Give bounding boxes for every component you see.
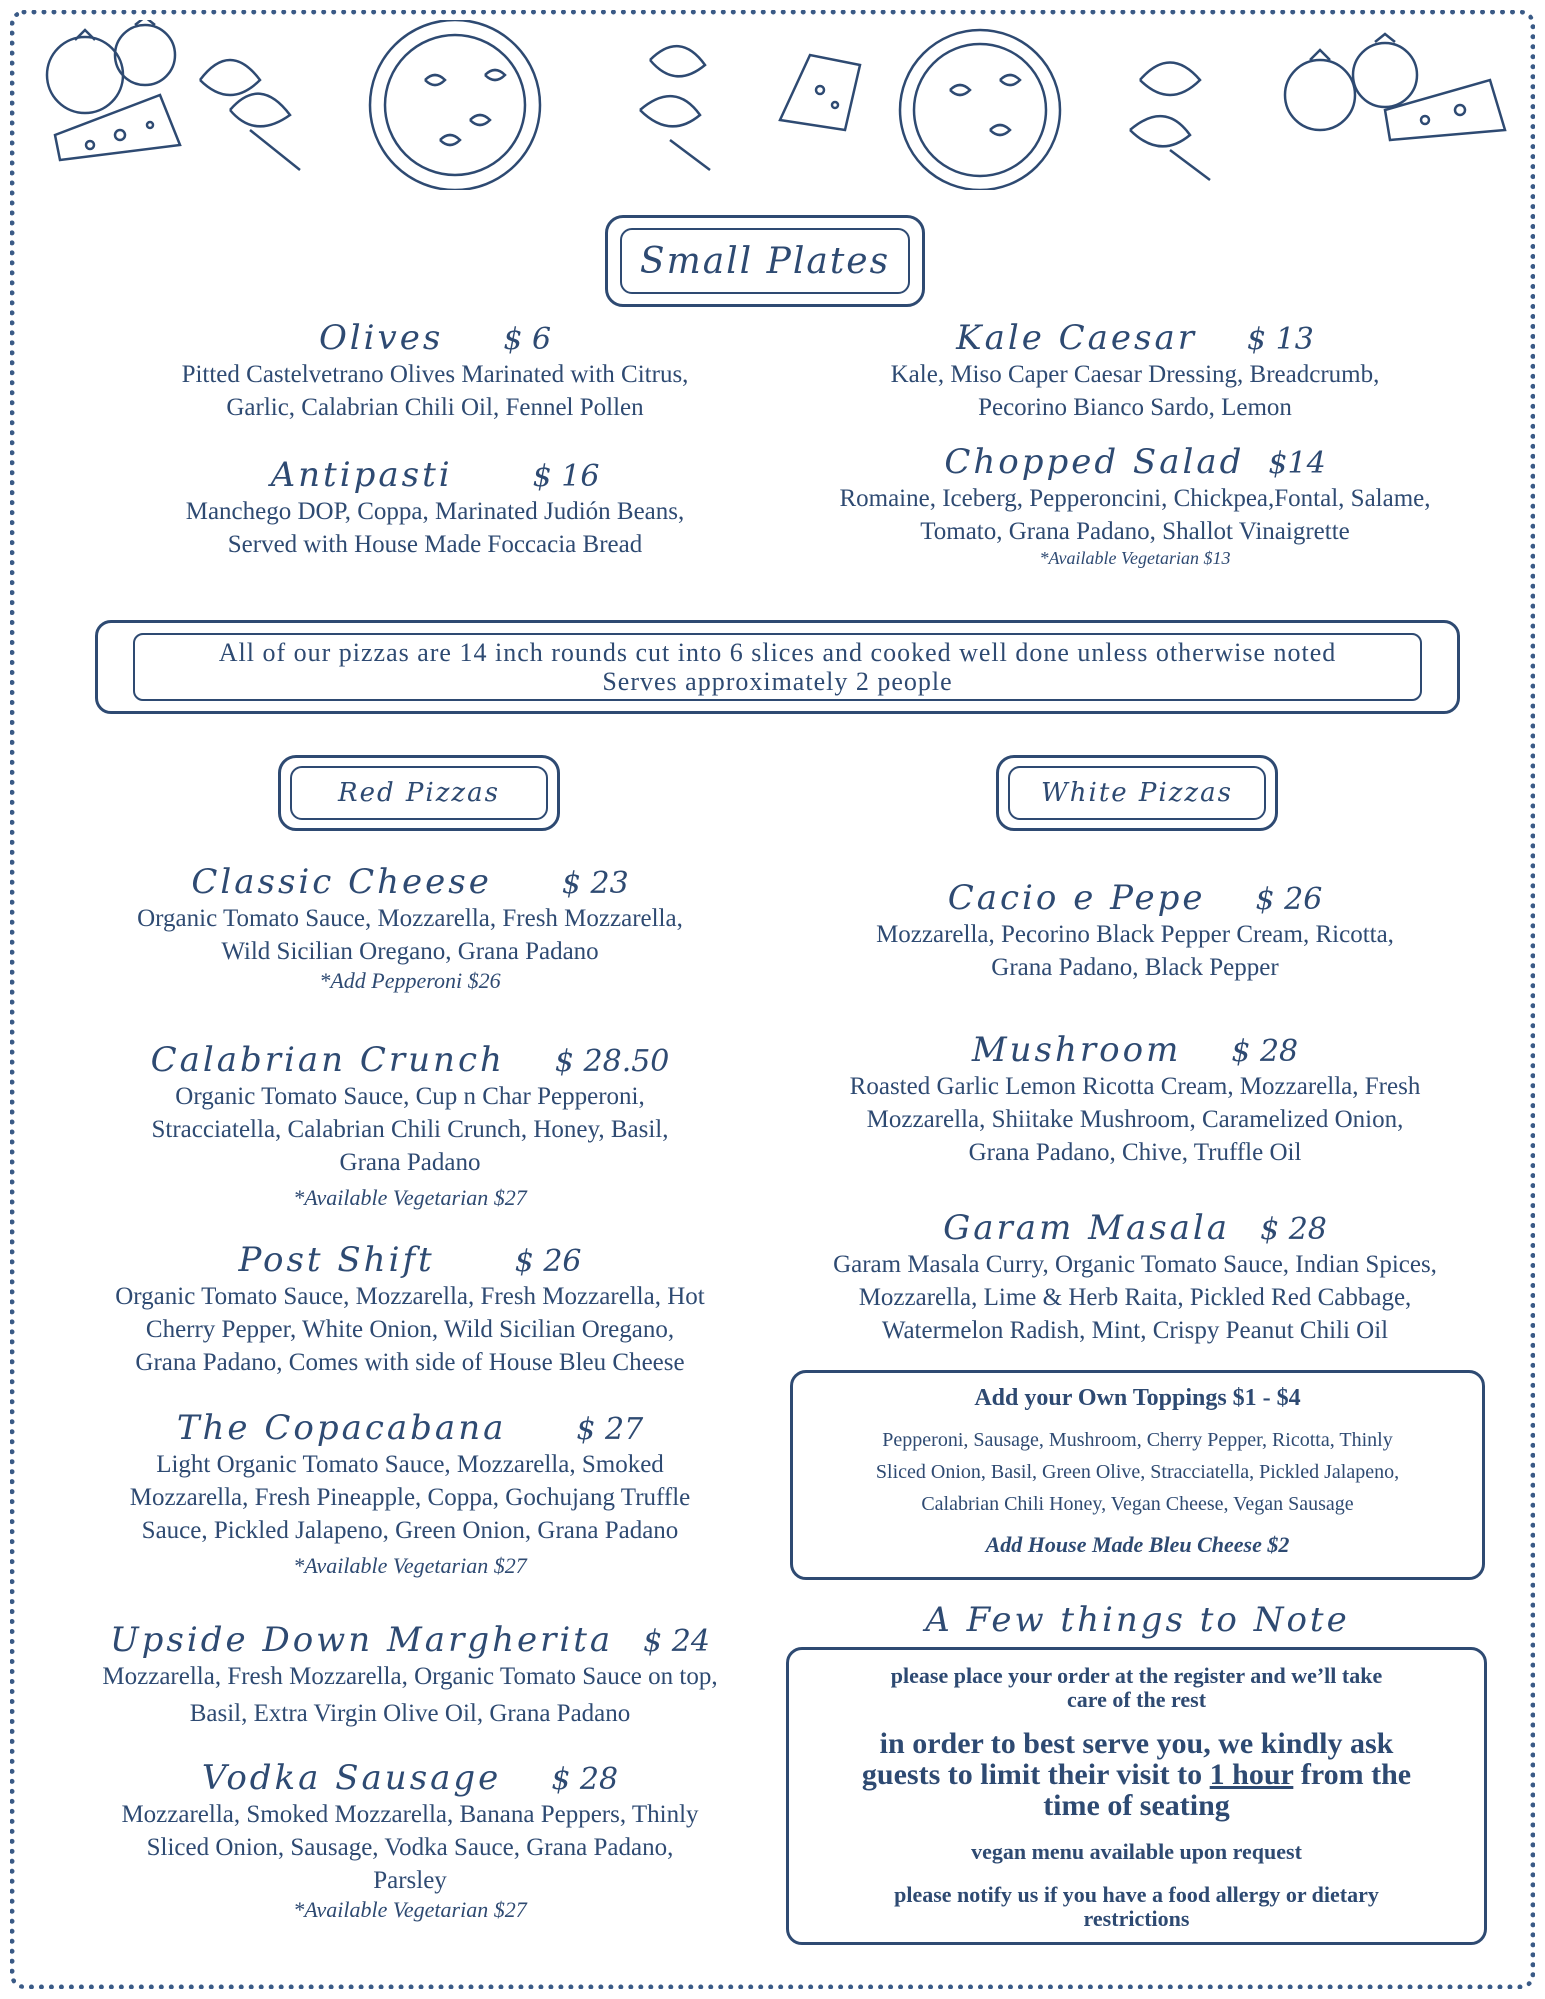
item-desc-line: Manchego DOP, Coppa, Marinated Judión Beans, (185, 498, 685, 525)
menu-item-olives (100, 318, 770, 424)
menu-item-calabrian-crunch (60, 1040, 760, 1211)
note-time-limit-post: from the time of seating (1043, 1758, 1412, 1822)
cheese-wedge-icon (1385, 80, 1505, 140)
item-name: Mushroom (971, 1030, 1182, 1070)
item-desc-line: Mozzarella, Pecorino Black Pepper Cream, Ricotta, (876, 921, 1394, 948)
item-desc-line: Sauce, Pickled Jalapeno, Green Onion, Grana Padano (141, 1517, 679, 1544)
menu-item-classic-cheese (60, 862, 760, 994)
item-note: *Available Vegetarian $27 (293, 1553, 527, 1578)
notes-heading: A Few things to Note (925, 1600, 1350, 1640)
item-desc-line: Mozzarella, Shiitake Mushroom, Caramelized Onion, (866, 1106, 1404, 1133)
notes-box (786, 1647, 1487, 1945)
item-name: Calabrian Crunch (150, 1040, 505, 1080)
item-desc-line: Basil, Extra Virgin Olive Oil, Grana Padano (189, 1700, 631, 1727)
item-name: Antipasti (270, 455, 453, 495)
item-price: $14 (1268, 446, 1326, 481)
item-price: $ 16 (532, 459, 600, 494)
item-price: $ 13 (1247, 322, 1314, 357)
menu-item-copacabana (60, 1408, 760, 1579)
basil-sprig-icon (200, 60, 300, 170)
item-desc-line: Parsley (373, 1867, 447, 1894)
item-name: Classic Cheese (191, 862, 492, 902)
item-desc-line: Organic Tomato Sauce, Cup n Char Pepperoni, (175, 1083, 645, 1110)
item-desc-line: Kale, Miso Caper Caesar Dressing, Breadcrumb, (890, 361, 1380, 388)
item-price: $ 28 (1260, 1212, 1327, 1247)
note-register: please place your order at the register and we’ll take care of the rest (890, 1663, 1383, 1712)
item-price: $ 28 (551, 1762, 619, 1797)
item-note: *Available Vegetarian $27 (293, 1185, 527, 1210)
item-desc-line: Light Organic Tomato Sauce, Mozzarella, Smoked (156, 1451, 664, 1478)
item-desc-line: Romaine, Iceberg, Pepperoncini, Chickpea,Fontal, Salame, (839, 485, 1431, 512)
item-price: $ 6 (503, 322, 552, 357)
menu-item-upside-down-margherita (55, 1620, 765, 1730)
item-desc-line: Garam Masala Curry, Organic Tomato Sauce, Indian Spices, (833, 1251, 1437, 1278)
item-name: Garam Masala (943, 1208, 1231, 1248)
tomato-icon (47, 20, 175, 113)
item-desc-line: Grana Padano (339, 1149, 481, 1176)
white-pizzas-heading: White Pizzas (1041, 778, 1233, 808)
menu-item-mushroom (785, 1030, 1485, 1169)
item-note: *Add Pepperoni $26 (319, 968, 501, 993)
pizza-icon (900, 30, 1060, 190)
item-desc-line: Mozzarella, Fresh Mozzarella, Organic Tomato Sauce on top, (102, 1663, 718, 1690)
item-desc-line: Roasted Garlic Lemon Ricotta Cream, Mozzarella, Fresh (849, 1073, 1421, 1100)
tomato-icon (1285, 34, 1417, 130)
item-desc-line: Pitted Castelvetrano Olives Marinated with Citrus, (181, 361, 689, 388)
banner-line: Serves approximately 2 people (602, 667, 953, 696)
red-pizzas-heading: Red Pizzas (338, 778, 500, 808)
item-desc-line: Organic Tomato Sauce, Mozzarella, Fresh Mozzarella, Hot (115, 1283, 705, 1310)
banner-line: All of our pizzas are 14 inch rounds cut into 6 slices and cooked well done unless otherwise noted (218, 638, 1337, 667)
item-name: Post Shift (238, 1240, 435, 1280)
toppings-extra: Add House Made Bleu Cheese $2 (985, 1532, 1290, 1557)
item-desc-line: Grana Padano, Chive, Truffle Oil (968, 1139, 1302, 1166)
note-time-limit-pre: in order to best serve you, we kindly ask guests to limit their visit to (861, 1727, 1394, 1791)
note-time-limit-hour: 1 hour (1209, 1758, 1294, 1791)
item-desc-line: Wild Sicilian Oregano, Grana Padano (221, 938, 599, 965)
note-vegan: vegan menu available upon request (971, 1839, 1302, 1864)
item-desc-line: Sliced Onion, Sausage, Vodka Sauce, Grana Padano, (146, 1834, 674, 1861)
item-desc-line: Grana Padano, Black Pepper (991, 954, 1279, 981)
menu-item-kale-caesar (785, 318, 1485, 424)
item-name: Chopped Salad (944, 442, 1245, 482)
item-note: *Available Vegetarian $27 (293, 1897, 527, 1922)
menu-item-cacio-e-pepe (785, 878, 1485, 984)
item-desc-line: Served with House Made Foccacia Bread (227, 531, 643, 558)
item-desc-line: Mozzarella, Fresh Pineapple, Coppa, Gochujang Truffle (129, 1484, 691, 1511)
item-desc-line: Mozzarella, Smoked Mozzarella, Banana Peppers, Thinly (121, 1801, 699, 1828)
toppings-list-line: Pepperoni, Sausage, Mushroom, Cherry Pepper, Ricotta, Thinly (882, 1429, 1393, 1451)
item-name: The Copacabana (176, 1408, 507, 1448)
item-name: Upside Down Margherita (110, 1620, 614, 1660)
item-price: $ 27 (576, 1412, 644, 1447)
item-desc-line: Organic Tomato Sauce, Mozzarella, Fresh Mozzarella, (137, 905, 683, 932)
item-desc-line: Garlic, Calabrian Chili Oil, Fennel Pollen (226, 394, 644, 421)
menu-item-garam-masala (780, 1208, 1490, 1347)
menu-item-antipasti (100, 455, 770, 561)
item-desc-line: Mozzarella, Lime & Herb Raita, Pickled Red Cabbage, (858, 1284, 1412, 1311)
item-desc-line: Tomato, Grana Padano, Shallot Vinaigrette (920, 518, 1350, 545)
item-price: $ 28.50 (554, 1044, 670, 1079)
toppings-list-line: Sliced Onion, Basil, Green Olive, Stracciatella, Pickled Jalapeno, (875, 1461, 1400, 1483)
item-price: $ 26 (1255, 882, 1323, 917)
add-toppings-box (790, 1370, 1485, 1580)
small-plates-heading: Small Plates (639, 240, 891, 282)
menu-item-vodka-sausage (60, 1758, 760, 1923)
item-desc-line: Grana Padano, Comes with side of House Bleu Cheese (135, 1349, 685, 1376)
note-allergy: please notify us if you have a food allergy or dietary restrictions (894, 1882, 1379, 1931)
item-price: $ 23 (561, 866, 629, 901)
basil-sprig-icon (1130, 63, 1210, 181)
red-pizzas-heading-box (278, 755, 560, 831)
item-desc-line: Pecorino Bianco Sardo, Lemon (978, 394, 1292, 421)
menu-item-chopped-salad (775, 442, 1495, 569)
toppings-title: Add your Own Toppings $1 - $4 (974, 1385, 1301, 1411)
item-price: $ 24 (643, 1624, 710, 1659)
pizza-info-banner (95, 620, 1460, 714)
item-note: *Available Vegetarian $13 (1039, 548, 1231, 568)
item-name: Cacio e Pepe (947, 878, 1206, 918)
item-price: $ 26 (514, 1244, 582, 1279)
menu-item-post-shift (60, 1240, 760, 1379)
white-pizzas-heading-box (996, 755, 1278, 831)
pizza-icon (370, 20, 540, 190)
item-price: $ 28 (1231, 1034, 1299, 1069)
item-desc-line: Watermelon Radish, Mint, Crispy Peanut Chili Oil (881, 1317, 1389, 1344)
cheese-wedge-icon (55, 95, 180, 160)
item-name: Olives (318, 318, 444, 358)
toppings-list-line: Calabrian Chili Honey, Vegan Cheese, Vegan Sausage (921, 1493, 1354, 1515)
item-desc-line: Cherry Pepper, White Onion, Wild Sicilian Oregano, (145, 1316, 675, 1343)
basil-sprig-icon (640, 46, 710, 170)
note-time-limit (789, 1728, 1484, 1821)
item-name: Kale Caesar (956, 318, 1198, 358)
item-name: Vodka Sausage (201, 1758, 502, 1798)
cheese-wedge-icon (780, 55, 860, 130)
item-desc-line: Stracciatella, Calabrian Chili Crunch, Honey, Basil, (151, 1116, 669, 1143)
food-illustration-header (30, 20, 1515, 190)
small-plates-heading-box (605, 215, 925, 307)
